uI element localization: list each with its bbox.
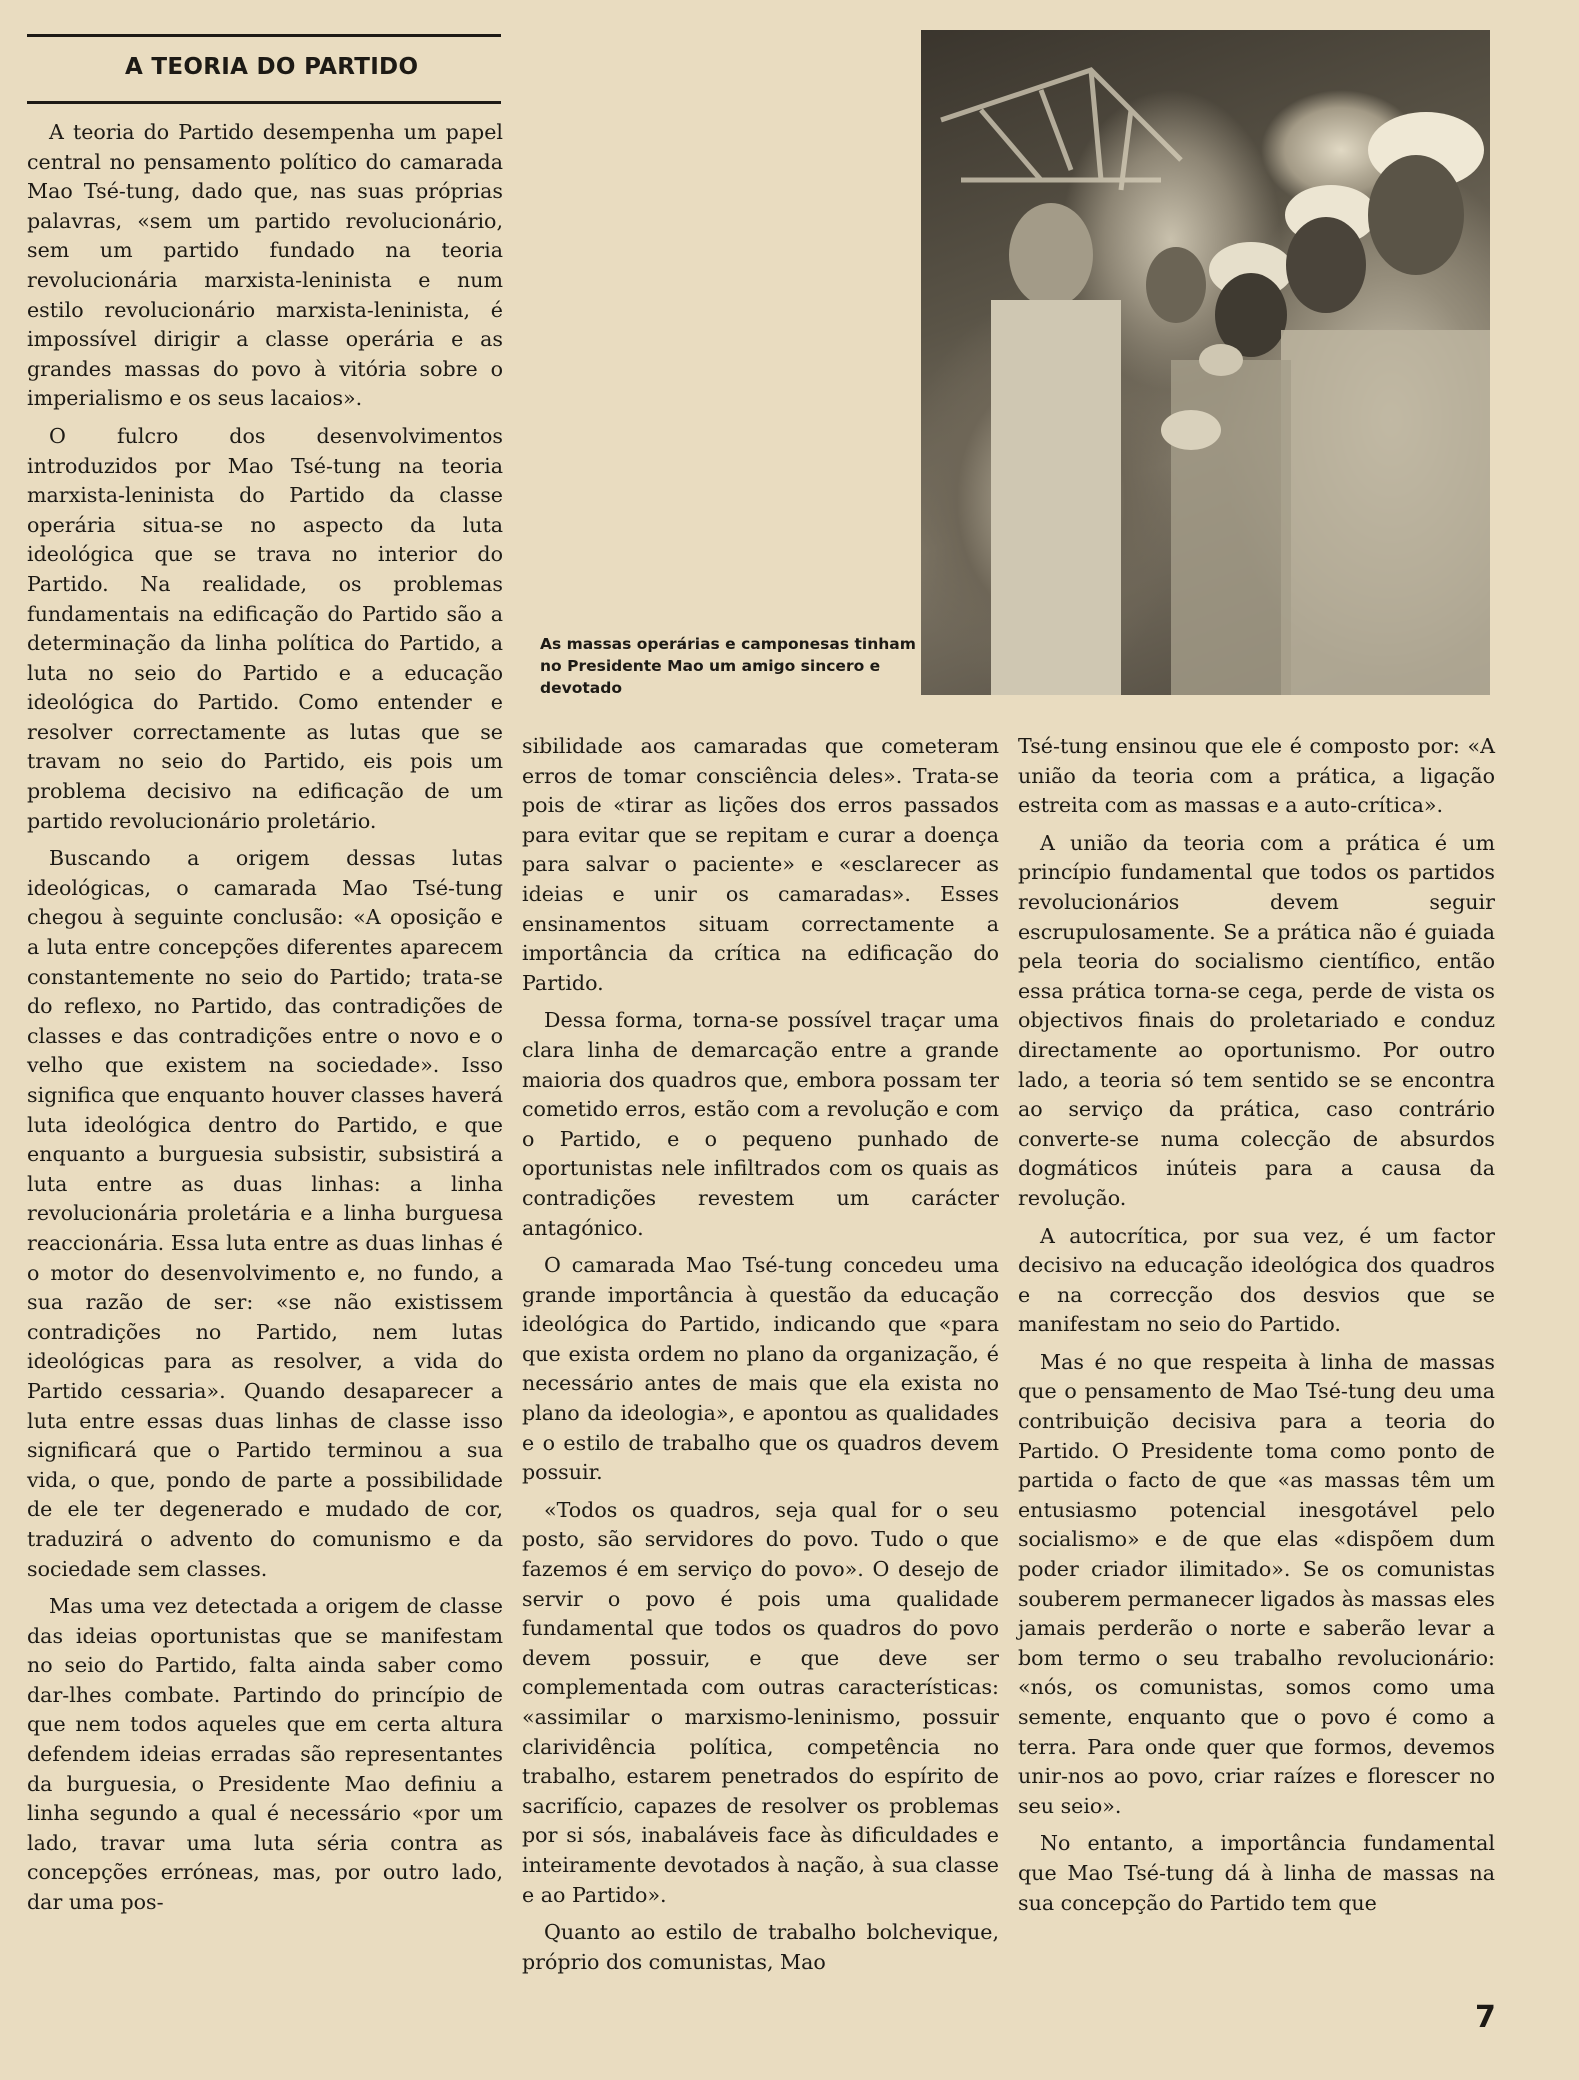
paragraph: Mas uma vez detectada a origem de classe das ideias oportunistas que se manifestam no seio do Partido, falta ainda saber como dar-lhes combate. Partindo do princípio de que nem todos aqueles que em certa altura defendem ideias erradas são representantes da burguesia, o Presidente Mao definiu a linha segundo a qual é necessário «por um lado, travar uma luta séria contra as concepções erróneas, mas, por outro lado, dar uma pos- (27, 1594, 503, 1915)
paragraph: Quanto ao estilo de trabalho bolchevique, próprio dos comunistas, Mao (522, 1920, 999, 1974)
page-number: 7 (1475, 2000, 1496, 2035)
paragraph: A união da teoria com a prática é um princípio fundamental que todos os partidos revolucionários devem seguir escrupulosamente. Se a prática não é guiada pela teoria do socialismo científico, então essa prática torna-se cega, perde de vista os objectivos finais do proletariado e conduz directamente ao oportunismo. Por outro lado, a teoria só tem sentido se se encontra ao serviço da prática, caso contrário converte-se numa colecção de absurdos dogmáticos inúteis para a causa da revolução. (1018, 830, 1495, 1210)
paragraph: No entanto, a importância fundamental que Mao Tsé-tung dá à linha de massas na sua concepção do Partido tem que (1018, 1831, 1495, 1915)
paragraph: O camarada Mao Tsé-tung concedeu uma grande importância à questão da educação ideológica do Partido, indicando que «para que exista ordem no plano da organização, é necessário antes de mais que ela exista no plano da ideologia», e apontou as qualidades e o estilo de trabalho que os quadros devem possuir. (522, 1253, 999, 1485)
paragraph: sibilidade aos camaradas que cometeram erros de tomar consciência deles». Trata-se pois de «tirar as lições dos erros passados para evitar que se repitam e curar a doença para salvar o paciente» e «esclarecer as ideias e unir os camaradas». Esses ensinamentos situam correctamente a importância da crítica na edificação do Partido. (522, 734, 999, 995)
text-column-3 (1018, 732, 1495, 1926)
paragraph: O fulcro dos desenvolvimentos introduzidos por Mao Tsé-tung na teoria marxista-leninista do Partido da classe operária situa-se no aspecto da luta ideológica que se trava no interior do Partido. Na realidade, os problemas fundamentais na edificação do Partido são a determinação da linha política do Partido, a luta no seio do Partido e a educação ideológica do Partido. Como entender e resolver correctamente as lutas que se travam no seio do Partido, eis pois um problema decisivo na edificação de um partido revolucionário proletário. (27, 423, 503, 833)
paragraph: A teoria do Partido desempenha um papel central no pensamento político do camarada Mao Tsé-tung, dado que, nas suas próprias palavras, «sem um partido revolucionário, sem um partido fundado na teoria revolucionária marxista-leninista e num estilo revolucionário marxista-leninista, é impossível dirigir a classe operária e as grandes massas do povo à vitória sobre o imperialismo e os seus lacaios». (27, 120, 503, 411)
text-column-2 (522, 732, 999, 1985)
paragraph: Dessa forma, torna-se possível traçar uma clara linha de demarcação entre a grande maioria dos quadros que, embora possam ter cometido erros, estão com a revolução e com o Partido, e o pequeno punhado de oportunistas nele infiltrados com os quais as contradições revestem um carácter antagónico. (522, 1008, 999, 1240)
paragraph: Buscando a origem dessas lutas ideológicas, o camarada Mao Tsé-tung chegou à seguinte conclusão: «A oposição e a luta entre concepções diferentes aparecem constantemente no seio do Partido; trata-se do reflexo, no Partido, das contradições de classes e das contradições entre o novo e o velho que existem na sociedade». Isso significa que enquanto houver classes haverá luta ideológica dentro do Partido, e que enquanto a burguesia subsistir, subsistirá a luta entre as duas linhas: a linha revolucionária proletária e a linha burguesa reaccionária. Essa luta entre as duas linhas é o motor do desenvolvimento e, no fundo, a sua razão de ser: «se não existissem contradições no Partido, nem lutas ideológicas para as resolver, a vida do Partido cessaria». Quando desaparecer a luta entre essas duas linhas de classe isso significará que o Partido terminou a sua vida, o que, pondo de parte a possibilidade de ele ter degenerado e mudado de cor, traduzirá o advento do comunismo e da sociedade sem classes. (27, 846, 503, 1581)
paragraph: Tsé-tung ensinou que ele é composto por: «A união da teoria com a prática, a ligação estreita com as massas e a auto-crítica». (1018, 734, 1495, 818)
paragraph: A autocrítica, por sua vez, é um factor decisivo na educação ideológica dos quadros e na correcção dos desvios que se manifestam no seio do Partido. (1018, 1223, 1495, 1337)
section-header (27, 34, 501, 104)
photo-caption: As massas operárias e camponesas tinham no Presidente Mao um amigo sincero e devotado (540, 635, 916, 697)
article-title: A TEORIA DO PARTIDO (125, 54, 419, 80)
text-column-1 (27, 118, 503, 1926)
photo-illustration (921, 30, 1490, 695)
paragraph: Mas é no que respeita à linha de massas que o pensamento de Mao Tsé-tung deu uma contribuição decisiva para a teoria do Partido. O Presidente toma como ponto de partida o facto de que «as massas têm um entusiasmo potencial inesgotável pelo socialismo» e de que elas «dispõem dum poder criador ilimitado». Se os comunistas souberem permanecer ligados às massas eles jamais perderão o norte e saberão levar a bom termo o seu trabalho revolucionário: «nós, os comunistas, somos como uma semente, enquanto que o povo é como a terra. Para onde quer que formos, devemos unir-nos ao povo, criar raízes e florescer no seu seio». (1018, 1349, 1495, 1818)
paragraph: «Todos os quadros, seja qual for o seu posto, são servidores do povo. Tudo o que fazemos é em serviço do povo». O desejo de servir o povo é pois uma qualidade fundamental que todos os quadros do povo devem possuir, e que deve ser complementada com outras características: «assimilar o marxismo-leninismo, possuir clarividência política, competência no trabalho, estarem penetrados do espírito de sacrifício, capazes de resolver os problemas por si sós, inabaláveis face às dificuldades e inteiramente devotados à nação, à sua classe e ao Partido». (522, 1497, 999, 1907)
photo-mao-with-workers (921, 30, 1490, 695)
